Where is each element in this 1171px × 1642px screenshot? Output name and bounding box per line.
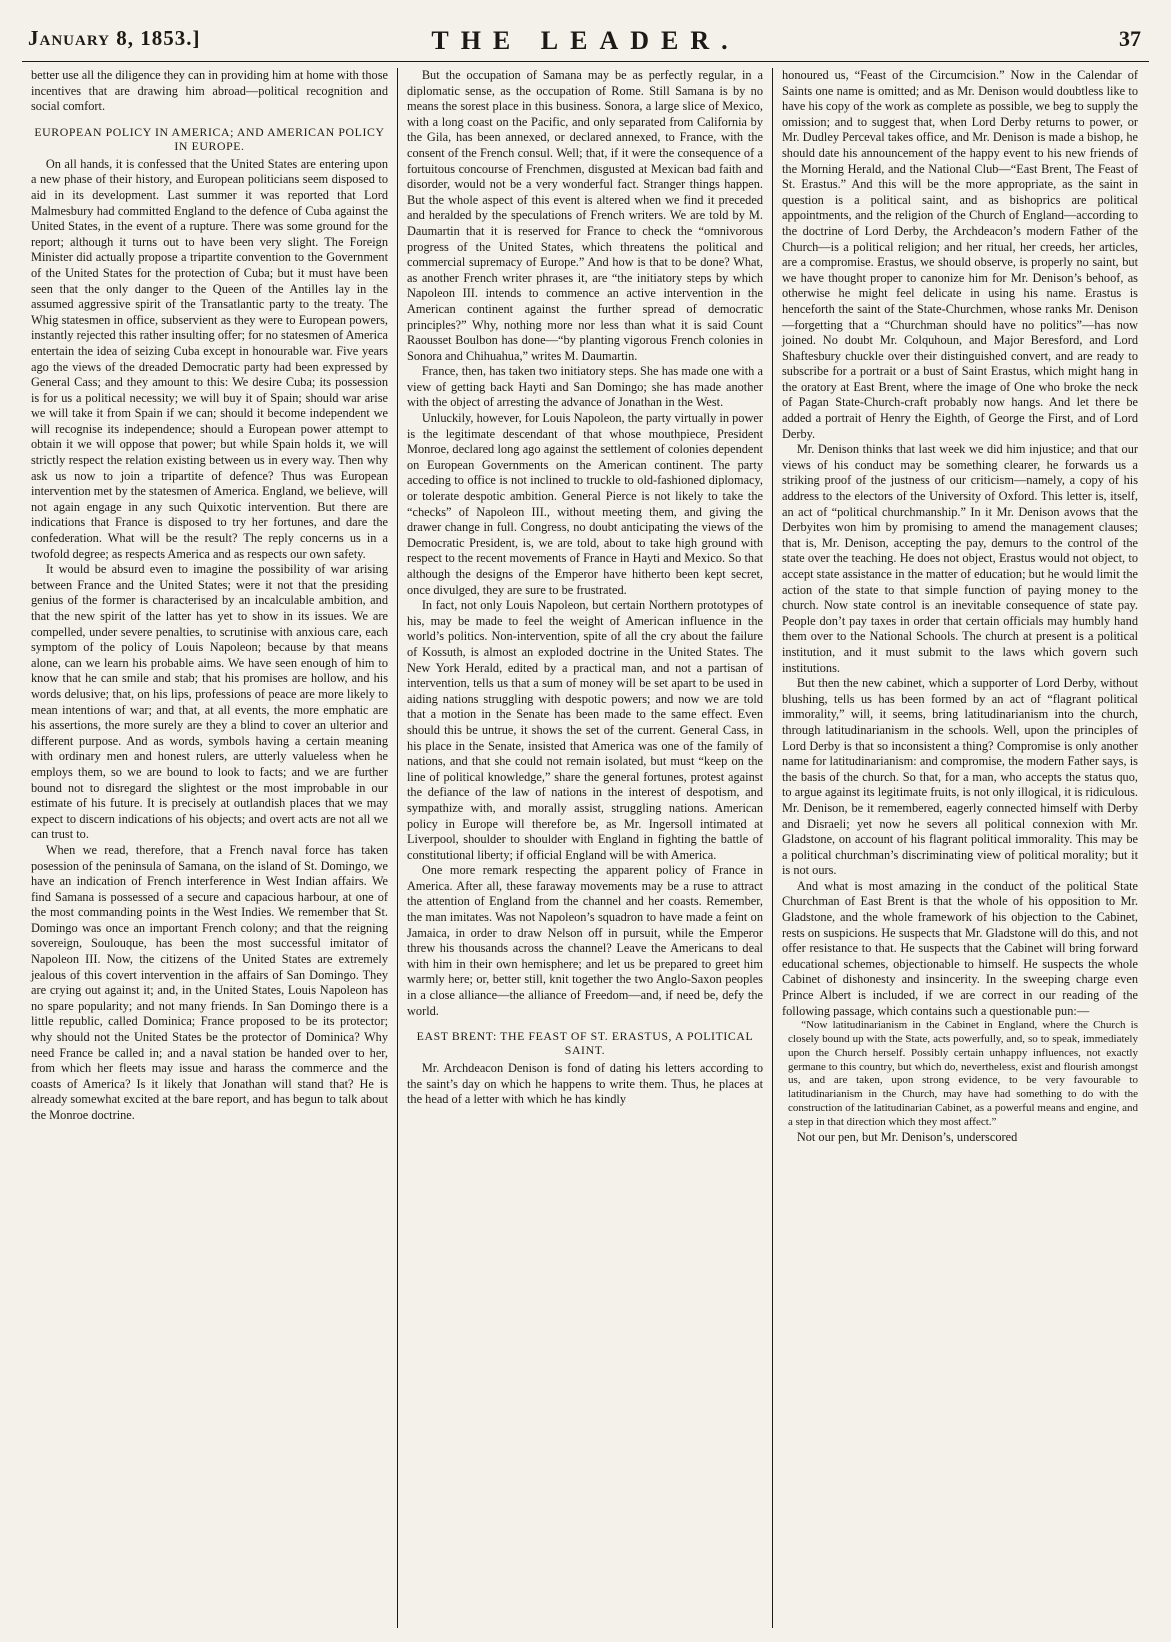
article-heading: EUROPEAN POLICY IN AMERICA; AND AMERICAN POLICY IN EUROPE. bbox=[34, 124, 385, 153]
article-heading: EAST BRENT: THE FEAST OF ST. ERASTUS, A POLITICAL SAINT. bbox=[416, 1029, 754, 1058]
paragraph: Mr. Denison thinks that last week we did him injustice; and that our views of his conduct may be something clearer, he forwards us a striking proof of the justness of our criticism—namely, a copy of his address to the electors of the University of Oxford. This letter is, itself, an act of “political churchmanship.” In it Mr. Denison avows that the Derbyites won him by promising to amend the management clauses; that is, Mr. Denison, accepting the pay, demurs to the control of the state over the teaching. He does not object, Erastus would not object, to accept state assistance in the matter of education; but he would limit the action of the state to that simple function of paying money to the church. Now state control is an inevitable consequence of state pay. People don’t pay taxes in order that certain officials may humbly hand them over to the National Schools. The church at present is a political institution, and it must submit to the laws which govern such institutions. bbox=[782, 442, 1138, 675]
paragraph: France, then, has taken two initiatory steps. She has made one with a view of getting back Hayti and San Domingo; she has made another with the object of arresting the advance of Jonathan in the West. bbox=[407, 364, 763, 410]
newspaper-title: THE LEADER. bbox=[431, 26, 740, 55]
paragraph: But the occupation of Samana may be as perfectly regular, in a diplomatic sense, as the occupation of Rome. Still Samana is by no means the sorest place in this business. Sonora, a large slice of Mexico, with a long coast on the Pacific, and only separated from California by the Gila, has been annexed, or declared annexed, to France, with the consent of the French consul. Well; that, if it were the consequence of a fortuitous concourse of Frenchmen, disgusted at Mexican bad faith and disorder, would not be a very wonderful fact. Stranger things happen. But the whole aspect of this event is altered when we find it preceded and heralded by the speculations of French writers. We are told by M. Daumartin that it is reserved for France to check the “omnivorous progress of the United States, which threatens the political and commercial supremacy of Europe.” And how is that to be done? What, as another French writer phrases it, are “the initiatory steps by which Napoleon III. intends to commence an active intervention in the American continent against the further spread of democratic principles?” Why, nothing more nor less than what it is said Count Raousset Boulbon has done—“by planting vigorous French colonies in Sonora and Chihuahua,” writes M. Daumartin. bbox=[407, 68, 763, 363]
paragraph: When we read, therefore, that a French naval force has taken posession of the peninsula of Samana, on the island of St. Domingo, we have an indication of French interference in West Indian affairs. We find Samana is possessed of a secure and capacious harbour, at one of the most commanding points in the West Indies. We remember that St. Domingo was once an important French colony; and that the reigning sovereign, Soulouque, has been the most successful imitator of Napoleon III. Now, the citizens of the United States are extremely jealous of this covert intervention in the affairs of San Domingo. They are crying out against it; and, in the United States, Louis Napoleon has no spare popularity; and not many friends. In San Domingo there is a little republic, called Dominica; France proposed to be its protector; why should not the United States be the protector of Dominica? Why need France be called in; and a naval station be handed over to her, from which her fleets may issue and harass the commerce and the coasts of America? Is it likely that Jonathan will stand that? He is already somewhat excited at the bare report, and has begun to talk about the Monroe doctrine. bbox=[31, 842, 388, 1122]
column-1 bbox=[22, 68, 397, 1628]
article-columns bbox=[22, 68, 1149, 1628]
paragraph: In fact, not only Louis Napoleon, but certain Northern prototypes of his, may be made to feel the weight of American influence in the world’s politics. Non-intervention, spite of all the cry about the failure of Kossuth, is almost an exploded doctrine in the United States. The New York Herald, edited by a practical man, and not a partisan of intervention, tells us that a sum of money will be set apart to be used in aiding nations struggling with despotic powers; and now we are told that a motion in the Senate has been made to the same effect. Even should this be untrue, it shows the set of the current. General Cass, in his place in the Senate, insisted that America was one of the family of nations, and that she could not remain isolated, but must “keep on the line of political knowledge,” share the general fortunes, protest against the defiance of the law of nations in the interest of despotism, and sympathize with, and morally assist, struggling nations. American policy in Europe will therefore be, as Mr. Ingersoll intimated at Liverpool, shoulder to shoulder with England in fighting the battle of constitutional liberty; if official England will be with America. bbox=[407, 598, 763, 862]
page-number: 37 bbox=[1119, 26, 1141, 51]
paragraph: Not our pen, but Mr. Denison’s, underscored bbox=[796, 1129, 1018, 1144]
paragraph: Unluckily, however, for Louis Napoleon, the party virtually in power is the legitimate descendant of that whose mouthpiece, President Monroe, declared long ago against the settlement of colonies dependent on European Governments on the American continent. The party acceding to office is not inclined to truckle to old-fashioned diplomacy, or tolerate despotic ambition. General Pierce is not likely to take the “checks” of Napoleon III., without meeting them, and giving the drawer change in full. Congress, no doubt anticipating the views of the Democratic President, is, we are told, about to take high ground with respect to the recent movements of France in Hayti and Mexico. So that although the designs of the Emperor have hitherto been kept secret, once divulged, they are sure to be frustrated. bbox=[407, 411, 763, 597]
paragraph: better use all the diligence they can in providing him at home with those incentives that are drawing him abroad—political recognition and social comfort. bbox=[31, 68, 388, 114]
paragraph: Mr. Archdeacon Denison is fond of dating his letters according to the saint’s day on which he happens to write them. Thus, he places at the head of a letter with which he has kindly bbox=[407, 1061, 763, 1107]
paragraph: On all hands, it is confessed that the United States are entering upon a new phase of their history, and European politicians seem disposed to aid in its development. Last summer it was reported that Lord Malmesbury had committed England to the defence of Cuba against the United States, in the event of a rupture. There was some ground for the report; although it turns out to have been very slight. The Foreign Minister did actually propose a tripartite convention to the Government of the United States for the protection of Cuba; but it must have been seen that the only danger to the Queen of the Antilles lay in the assumed aggressive spirit of the Transatlantic party to the treaty. The Whig statesmen in office, subservient as they were to European powers, instantly rejected this rather insulting offer; for no statesmen of America entertain the idea of seizing Cuba except in honourable war. Five years ago the views of the dreaded Democratic party had been expressed by General Cass; and they amount to this: We desire Cuba; its possession is for us a political necessity; we will buy it of Spain; should war arise we will take it from Spain if we can; should it become independent we will recognise its independence; should a European power attempt to obtain it we will oppose that power; but while Spain holds it, we will strictly respect the relation existing between us in every way. Then why ask us now to join a tripartite of defence? Thus was European intervention met by the statesmen of America. England, we believe, will not again engage in any such Quixotic intervention. But there are indications that France is disposed to try her fortunes, and dare the confederation. What will be the result? The reply concerns us in a twofold degree; as respects America and as respects our own safety. bbox=[31, 156, 388, 561]
column-2 bbox=[397, 68, 772, 1628]
column-3 bbox=[772, 68, 1147, 1628]
paragraph: honoured us, “Feast of the Circumcision.” Now in the Calendar of Saints one name is omitted; and as Mr. Denison would doubtless like to have his copy of the work as complete as possible, we beg to supply the omission; and to suggest that, when Lord Derby returns to power, or Mr. Dudley Perceval takes office, and Mr. Denison is made a bishop, he should date his announcement of the happy event to his new friends of the Morning Herald, and the National Club—“East Brent, The Feast of St. Erastus.” And this will be the more appropriate, as the saint in question is a political saint, and as bishoprics are political appointments, and the religion of the Church of England—according to the doctrine of Lord Derby, the Archdeacon’s modern Father of the Church—is a political religion; and her ritual, her creeds, her articles, are a compromise. Erastus, we should observe, is properly no saint, but we have thought proper to canonize him for Mr. Denison’s behoof, as otherwise he might feel delicate in using his name. Erastus is henceforth the saint of the State-Churchmen, whose ranks Mr. Denison—forgetting that a “Churchman should have no politics”—has now joined. No doubt Mr. Colquhoun, and Major Beresford, and Lord Shaftesbury chuckle over their distinguished convert, and are ready to subscribe for a portrait or a bust of Saint Erastus, which might hang in the oratory at East Brent, where the image of One who broke the neck of Pagan State-Church-craft probably now hangs. And let there be added a portrait of Henry the Eighth, of George the First, and of Lord Derby. bbox=[782, 68, 1138, 441]
paragraph: One more remark respecting the apparent policy of France in America. After all, these faraway movements may be a ruse to attract the attention of England from the channel and her coasts. Remember, the man imitates. Was not Napoleon’s squadron to have made a feint on Jamaica, in order to draw Nelson off in pursuit, while the Emperor threw his thousands across the channel? Leave the Americans to deal with him in their own hemisphere; and let us be prepared to greet him warmly here; or, better still, knit together the two Anglo-Saxon peoples in a close alliance—the alliance of Freedom—and, if need be, defy the world. bbox=[407, 863, 763, 1018]
paragraph: And what is most amazing in the conduct of the political State Churchman of East Brent is that the whole of his opposition to Mr. Gladstone, and the whole framework of his objection to the Cabinet, rests on suspicions. He suspects that Mr. Gladstone will do this, and not offer resistance to that. He suspects that the Cabinet will bring forward educational schemes, objectionable to himself. He suspects the whole Cabinet of dishonesty and insincerity. In the sweeping charge even Prince Albert is included, if we are correct in our reading of the following passage, which contains such a questionable pun:— bbox=[782, 878, 1138, 1018]
quote-text: “Now latitudinarianism in the Cabinet in England, where the Church is closely bound up with the State, acts powerfully, and, so to speak, immediately upon the Church herself. Possibly certain unhappy influences, not exactly germane to this country, but which do, nevertheless, exist and flourish amongst us, and are taken, upon strong evidence, to be very favourable to latitudinarianism in the Church, may have had something to do with the construction of the latitudinarian Cabinet, as a powerful means and engine, and a step in that direction which they most affect.” bbox=[788, 1019, 1138, 1128]
block-quote bbox=[782, 1019, 1138, 1129]
issue-date: January 8, 1853.] bbox=[28, 26, 201, 50]
paragraph: It would be absurd even to imagine the possibility of war arising between France and the United States; were it not that the presiding genius of the former is characterised by an incalculable ambition, and that the new spirit of the latter has yet to show in its issues. We are compelled, under severe penalties, to scrutinise with anxious care, each symptom of the policy of Louis Napoleon; because by that means alone, can we learn his probable aims. We have seen enough of him to know that he can smile and stab; that his promises are hollow, and his words delusive; that, on his lips, professions of peace are more likely to mean intentions of war; and that, at all events, the more emphatic are his assertions, the more surely are they a blind to cover an ulterior and different purpose. And as words, symbols having a certain meaning with ordinary men and honest rulers, are utterly valueless when he employs them, so we are bound to look to facts; and we are further bound not to disregard the slightest or the most improbable in our estimate of his future. It is precisely at outlandish places that we may expect to discern indications of his objects; and overt acts are not all we can trust to. bbox=[31, 562, 388, 842]
masthead bbox=[22, 20, 1149, 62]
paragraph: But then the new cabinet, which a supporter of Lord Derby, without blushing, tells us has been formed by an act of “flagrant political immorality,” will, it seems, bring latitudinarianism into the church, through latitudinarianism in the schools. Well, upon the principles of Lord Derby is that so inconsistent a thing? Compromise is only another name for latitudinarianism: and compromise, the modern Father says, is the basis of the church. So that, for a man, who accepts the status quo, to argue against its legitimate fruits, is not only illogical, it is ridiculous. Mr. Denison, be it remembered, eagerly connected himself with Derby and Disraeli; yet now he severs all political connexion with Mr. Gladstone, on account of his flagrant political immorality. This may be a political churchman’s discriminating view of political morality; but it is not ours. bbox=[782, 676, 1138, 878]
